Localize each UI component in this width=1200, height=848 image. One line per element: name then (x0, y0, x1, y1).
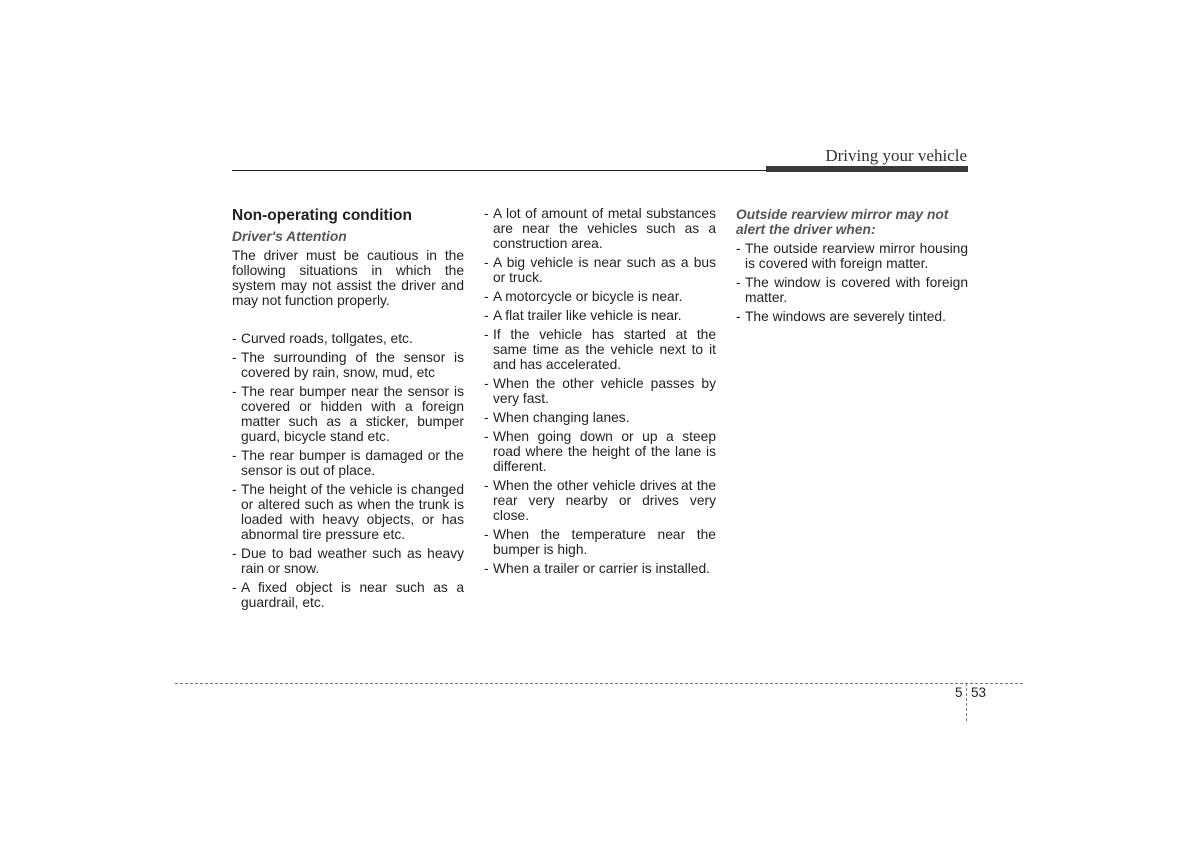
list-item: - The rear bumper is damaged or the sensor is out of place. (232, 448, 464, 478)
mirror-condition-list (736, 241, 968, 324)
list-item: - A motorcycle or bicycle is near. (484, 289, 683, 304)
condition-list (232, 331, 464, 610)
list-item: - A fixed object is near such as a guardrail, etc. (232, 580, 464, 610)
list-item: - Due to bad weather such as heavy rain or snow. (232, 546, 464, 576)
header-bar (766, 166, 968, 172)
footer-divider (966, 683, 967, 721)
list-item: - Curved roads, tollgates, etc. (232, 331, 413, 346)
list-item: - The rear bumper near the sensor is covered or hidden with a foreign matter such as a sticker, bumper guard, bicycle stand etc. (232, 384, 464, 444)
column-1 (232, 206, 464, 614)
chapter-number: 5 (955, 685, 963, 700)
list-item: - The surrounding of the sensor is covered by rain, snow, mud, etc (232, 350, 464, 380)
list-item: - A big vehicle is near such as a bus or truck. (484, 255, 716, 285)
list-item: - When a trailer or carrier is installed. (484, 561, 710, 576)
column-2 (484, 206, 716, 580)
section-subheading: Driver's Attention (232, 229, 347, 244)
list-item: - The outside rearview mirror housing is covered with foreign matter. (736, 241, 968, 271)
column-3 (736, 206, 968, 328)
list-item: - When going down or up a steep road where the height of the lane is different. (484, 429, 716, 474)
list-item: - When changing lanes. (484, 410, 630, 425)
list-item: - When the other vehicle passes by very fast. (484, 376, 716, 406)
list-item: - If the vehicle has started at the same time as the vehicle next to it and has accelerated. (484, 327, 716, 372)
footer-rule (175, 683, 1023, 684)
list-item: - A lot of amount of metal substances are near the vehicles such as a construction area. (484, 206, 716, 251)
list-item: - When the temperature near the bumper is high. (484, 527, 716, 557)
page-number: 53 (971, 685, 987, 700)
condition-list (484, 206, 716, 576)
section-heading: Non-operating condition (232, 207, 412, 224)
list-item: - The height of the vehicle is changed or altered such as when the trunk is loaded with heavy objects, or has abnormal tire pressure etc. (232, 482, 464, 542)
intro-paragraph: The driver must be cautious in the following situations in which the system may not assist the driver and may not function properly. (232, 248, 464, 308)
list-item: - A flat trailer like vehicle is near. (484, 308, 682, 323)
list-item: - The window is covered with foreign matter. (736, 275, 968, 305)
running-header: Driving your vehicle (825, 146, 967, 165)
list-item: - When the other vehicle drives at the rear very nearby or drives very close. (484, 478, 716, 523)
mirror-subheading: Outside rearview mirror may not alert the driver when: (736, 207, 949, 237)
list-item: - The windows are severely tinted. (736, 309, 946, 324)
